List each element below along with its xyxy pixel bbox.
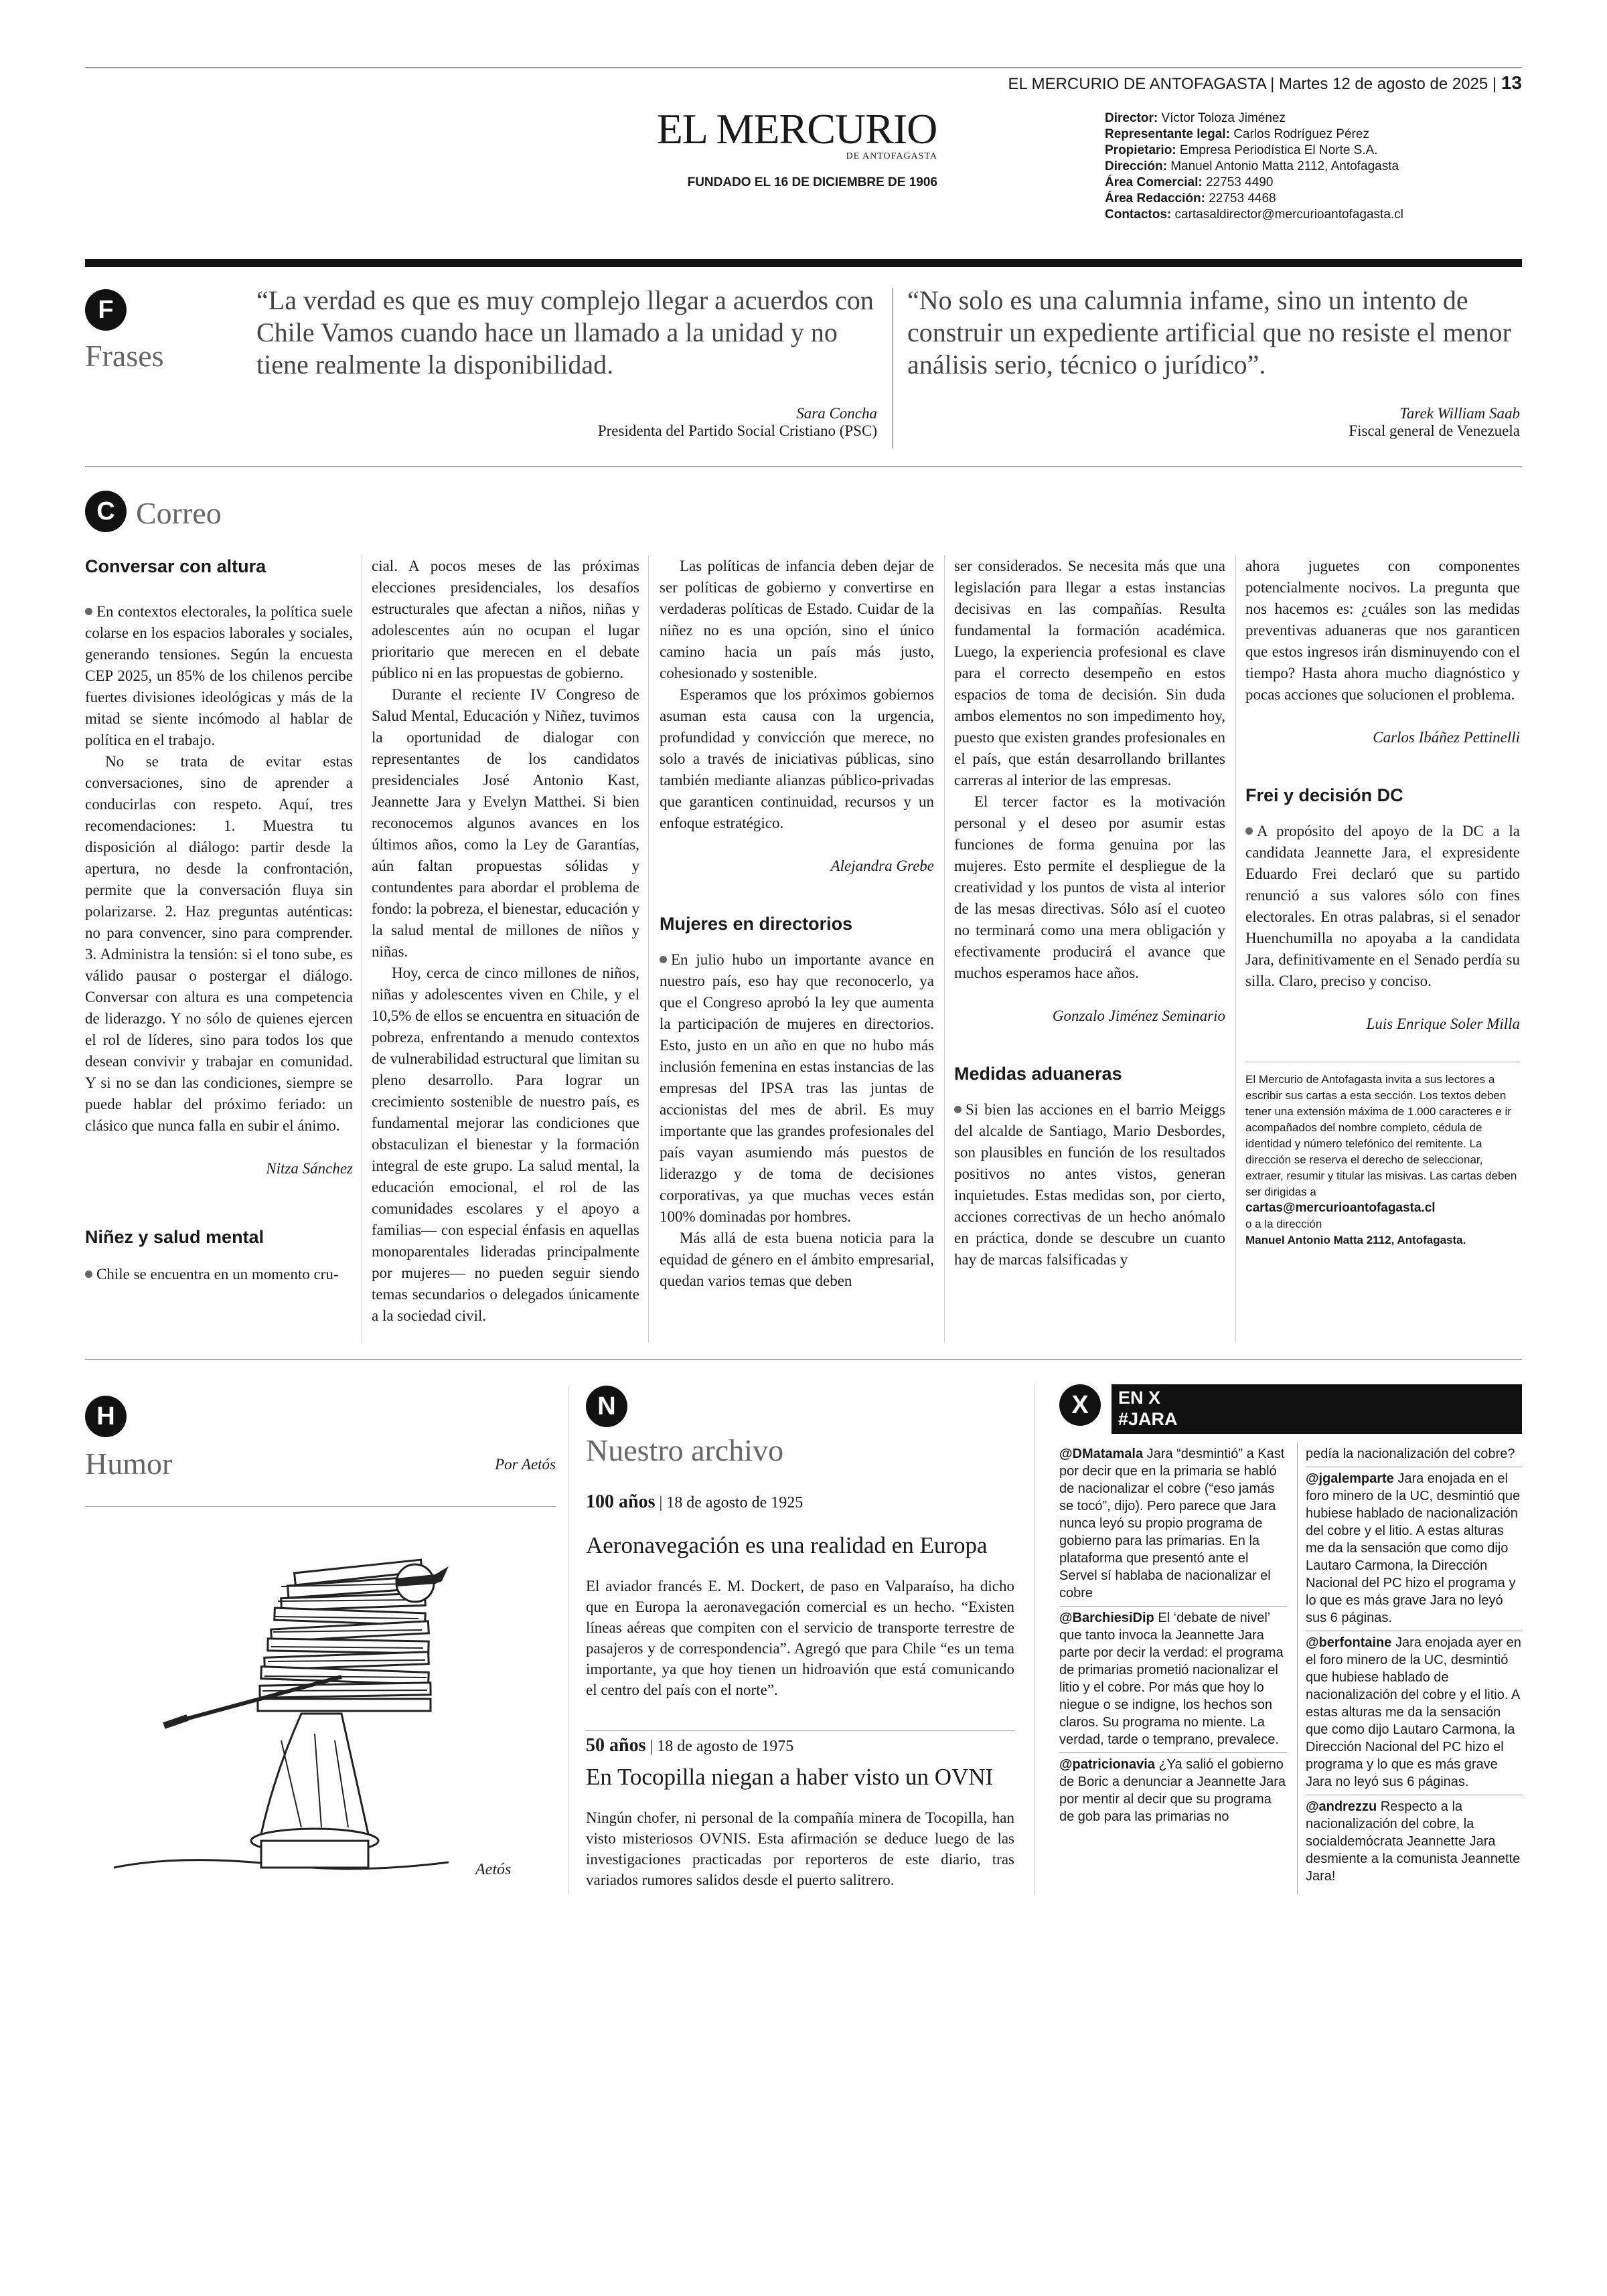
staff-newsroom: Área Redacción: 22753 4468 [1105, 191, 1276, 206]
humor-rule [85, 1506, 556, 1507]
quote-1-author: Sara Concha [796, 405, 877, 422]
correo-badge: C [85, 491, 127, 532]
frases-rule [85, 466, 1522, 467]
letter-heading-aduaneras: Medidas aduaneras [954, 1064, 1122, 1084]
x-label-2: #JARA [1118, 1409, 1178, 1429]
col-divider [944, 556, 945, 1342]
masthead [656, 107, 937, 162]
frases-title: Frases [85, 339, 164, 373]
letter-paragraph: En contextos electorales, la política suele colarse en los espacios laborales y sociales, generando tensiones. Según la encuesta CEP 2025, un 85% de los chilenos percibe fuertes divisiones ideológicas y más de la mitad se siente incómodo al hablar de política en el trabajo. [85, 603, 353, 748]
correo-col-3 [660, 556, 934, 1292]
letter-paragraph: Las políticas de infancia deben dejar de ser políticas de gobierno y convertirse en verdaderas políticas de Estado. Cuidar de la niñez no es una opción, sino el único camino hacia un país más justo, cohesionado y sostenible. [660, 558, 934, 681]
quote-1-role: Presidenta del Partido Social Cristiano (PSC) [597, 422, 877, 439]
correo-col-1 [85, 556, 353, 1285]
letter-paragraph: El tercer factor es la motivación personal y el deseo por asumir estas funciones de forma genuina por las mujeres. Esto permite el despliegue de la creatividad y los puntos de vista al interior de las mesas directivas. Sólo así el cuoteo no terminará como una mera obligación y efectivamente producirá el avance que muchos esperamos hace años. [954, 793, 1225, 981]
letter-signature: Nitza Sánchez [266, 1160, 353, 1177]
x-feed-col-2 [1306, 1443, 1522, 1889]
x-post-continuation: pedía la nacionalización del cobre? [1306, 1443, 1522, 1467]
x-post-user[interactable]: @patricionavia [1059, 1757, 1155, 1772]
quote-2-author: Tarek William Saab [1399, 405, 1520, 422]
staff-owner: Propietario: Empresa Periodística El Norte S.A. [1105, 143, 1378, 157]
archivo-item-2-body: Ningún chofer, ni personal de la compañía minera de Tocopilla, han visto misteriosos OVNIS. Esta afirmación se deduce luego de las investigaciones practicadas por reporteros de este diario, tras variados rumores salidos desde el puerto salitrero. [586, 1809, 1014, 1888]
letter-signature: Alejandra Grebe [830, 857, 934, 874]
archivo-item-2-headline: En Tocopilla niegan a haber visto un OVNI [586, 1764, 994, 1790]
col-divider [648, 556, 649, 1342]
letter-paragraph: Hoy, cerca de cinco millones de niños, niñas y adolescentes viven en Chile, y el 10,5% de ellos se encuentra en situación de pobreza, enfrentando a menudo contextos de vulnerabilidad estructural que limitan su pleno desarrollo. Para lograr un crecimiento sostenible de nuestro país, es fundamental mejorar las condiciones que obstaculizan el bienestar y la formación integral de este grupo. La salud mental, la educación emocional, el rol de las comunidades escolares y el apoyo a familias— con especial énfasis en aquellas monoparentales lideradas principalmente por mujeres— no pueden seguir siendo temas secundarios o delegados únicamente a la sociedad civil. [372, 965, 639, 1324]
letters-address: Manuel Antonio Matta 2112, Antofagasta. [1245, 1234, 1466, 1246]
frases-badge: F [85, 289, 127, 331]
x-col-divider [1297, 1443, 1298, 1894]
quote-divider [892, 288, 893, 448]
letter-signature: Carlos Ibáñez Pettinelli [1373, 729, 1520, 746]
masthead-subtitle: DE ANTOFAGASTA [846, 151, 937, 161]
correo-col-2 [372, 556, 639, 1327]
masthead-title: EL MERCURIO [656, 105, 937, 153]
archivo-item-1-body: El aviador francés E. M. Dockert, de paso en Valparaíso, ha dicho que en Europa la aeronavegación comercial es un hecho. “Existen líneas aéreas que compiten con el servicio de transporte terrestre de pasajeros y de correspondencia”. Agregó que para Chile “es un tema importante, ya que hoy tienen un hidroavión que está comunicando el centro del país con el norte”. [586, 1578, 1014, 1698]
staff-director: Director: Víctor Toloza Jiménez [1105, 111, 1286, 125]
x-post: @berfontaine Jara enojada ayer en el foro minero de la UC, desmintió que hubiese hablado de nacionalización del cobre y el litio. A estas alturas me da la sensación que como dijo Lautaro Carmona, la Dirección Nacional del PC hizo el programa y lo que es más grave Jara no leyó sus 6 páginas. [1306, 1631, 1522, 1795]
founded-line: FUNDADO EL 16 DE DICIEMBRE DE 1906 [687, 175, 937, 189]
staff-box [1105, 110, 1520, 223]
header-rule [85, 259, 1522, 267]
correo-col-4 [954, 556, 1225, 1270]
archivo-title: Nuestro archivo [586, 1433, 784, 1467]
letter-heading-conversar: Conversar con altura [85, 556, 266, 576]
archivo-badge: N [586, 1386, 627, 1427]
x-badge: X [1059, 1384, 1101, 1426]
page-number: 13 [1501, 72, 1522, 93]
letters-policy-note: El Mercurio de Antofagasta invita a sus lectores a escribir sus cartas a esta sección. Los textos deben tener una extensión máxima de 1.000 caracteres e ir acompañados del nombre completo, cédula de identidad y número telefónico del remitente. La dirección se reserva el derecho de seleccionar, extraer, resumir y titular las misivas. Las cartas deben ser dirigidas a cartas@mercurioantofagasta.cl o a la dirección Manuel Antonio Matta 2112, Antofagasta. [1245, 1062, 1520, 1248]
archivo-item-2-dateline: 50 años | 18 de agosto de 1975 [586, 1735, 794, 1756]
quote-2: “No solo es una calumnia infame, sino un intento de construir un expediente artificial que no resiste el menor análisis serio, técnico o jurídico”. [907, 285, 1511, 380]
letter-paragraph: No se trata de evitar estas conversaciones, sino de aprender a conducirlas con respeto. Aquí, tres recomendaciones: 1. Muestra tu disposición al diálogo: partir desde la apertura, no desde la confrontación, permite que la conversación fluya sin polarizarse. 2. Haz preguntas auténticas: no para convencer, sino para comprender. 3. Administra la tensión: si el tono sube, es válido pausar o postergar el diálogo. Conversar con altura es una competencia de liderazgo. Y no sólo de quienes ejercen el rol de líderes, sino para todos los que desean convivir y trabajar en comunidad. Y si no se dan las condiciones, siempre se puede hablar del próximo feriado: un clásico que nunca falla en subir el ánimo. [85, 753, 353, 1134]
letter-signature: Gonzalo Jiménez Seminario [1052, 1007, 1225, 1024]
staff-legal: Representante legal: Carlos Rodríguez Pérez [1105, 127, 1369, 141]
letter-paragraph: ser considerados. Se necesita más que una legislación para llegar a estas instancias decisivas en las compañías. Resulta fundamental la formación académica. Luego, la experiencia profesional es clave para el correcto desempeño en estos espacios de toma de decisión. Sin duda ambos elementos no son impedimento hoy, puesto que existen grandes profesionales en el país, que están desarrollando brillantes carreras al interior de las empresas. [954, 558, 1225, 789]
letter-paragraph: Si bien las acciones en el barrio Meiggs del alcalde de Santiago, Mario Desbordes, son plausibles en función de los resultados positivos no antes vistos, generan inquietudes. Estas medidas son, por cierto, acciones correctivas de un hecho anómalo en práctica, donde se descubre un cuanto hay de marcas falsificadas y [954, 1101, 1225, 1268]
letter-paragraph: ahora juguetes con componentes potencialmente nocivos. La pregunta que nos hacemos es: ¿cuáles son las medidas preventivas aduaneras que nos garanticen que estos ingresos irán disminuyendo con el tiempo? Hasta ahora mucho diagnóstico y pocas acciones que solucionen el problema. [1245, 558, 1520, 703]
archivo-item-1-dateline: 100 años | 18 de agosto de 1925 [586, 1491, 804, 1512]
letter-paragraph: cial. A pocos meses de las próximas elecciones presidenciales, los desafíos estructurales que afectan a niños, niñas y adolescentes aún no ocupan el lugar prioritario que merecen en el debate público ni en las propuestas de gobierno. [372, 558, 639, 681]
x-post: @DMatamala Jara “desmintió” a Kast por decir que en la primaria se habló de nacionalizar el cobre (“eso jamás se tocó”, dijo). Pero parece que Jara nunca leyó su propio programa de gobierno para las primarias. En la plataforma que presentó ante el Servel sí hablaba de nacionalizar el cobre [1059, 1443, 1287, 1607]
staff-commercial: Área Comercial: 22753 4490 [1105, 175, 1274, 189]
letter-paragraph: Esperamos que los próximos gobiernos asuman esta causa con la urgencia, profundidad y convicción que merece, no solo a través de iniciativas públicas, sino también mediante alianzas público-privadas que garanticen continuidad, recursos y un enfoque estratégico. [660, 686, 934, 831]
letters-email[interactable]: cartas@mercurioantofagasta.cl [1245, 1201, 1436, 1215]
archivo-item-1-headline: Aeronavegación es una realidad en Europa [586, 1532, 988, 1558]
running-head-date: Martes 12 de agosto de 2025 [1279, 75, 1488, 93]
letter-paragraph: Más allá de esta buena noticia para la equidad de género en el ámbito empresarial, quedan varios temas que deben [660, 1230, 934, 1289]
letter-heading-ninez: Niñez y salud mental [85, 1227, 264, 1247]
letter-heading-mujeres: Mujeres en directorios [660, 914, 853, 934]
archivo-item-1 [586, 1491, 1014, 1700]
letter-heading-frei: Frei y decisión DC [1245, 785, 1403, 805]
running-head-paper: EL MERCURIO DE ANTOFAGASTA [1008, 75, 1266, 93]
quote-2-role: Fiscal general de Venezuela [1349, 422, 1520, 439]
x-post: @patricionavia ¿Ya salió el gobierno de Boric a denunciar a Jeannette Jara por mentir al decir que su programa de gob para las primarias no [1059, 1757, 1286, 1824]
quote-1-attribution [469, 405, 877, 440]
x-post-user[interactable]: @jgalemparte [1306, 1471, 1394, 1486]
letter-paragraph: En julio hubo un importante avance en nuestro país, eso hay que reconocerlo, ya que el Congreso aprobó la ley que aumenta la participación de mujeres en directorios. Esto, justo en un año en que no hubo más inclusión femenina en estas instancias de las empresas del IPSA tras las juntas de accionistas del mes de abril. Es muy importante que las grandes profesionales del país vayan asumiendo más puestos de liderazgo y de toma de decisiones corporativas, ya que muchas veces están 100% dominadas por hombres. [660, 951, 934, 1225]
staff-address: Dirección: Manuel Antonio Matta 2112, Antofagasta [1105, 159, 1399, 173]
correo-title: Correo [136, 496, 222, 530]
staff-contacts: Contactos: cartasaldirector@mercurioantofagasta.cl [1105, 208, 1403, 222]
x-post-user[interactable]: @BarchiesiDip [1059, 1611, 1154, 1625]
col-divider [1235, 556, 1236, 1342]
x-label-1: EN X [1118, 1388, 1161, 1408]
humor-badge: H [85, 1396, 127, 1437]
humor-cartoon [100, 1520, 556, 1894]
x-post: @BarchiesiDip El ‘debate de nivel’ que tanto invoca la Jeannette Jara parte por decir la verdad: el programa de primarias prometió nacionalizar el litio y el cobre. Por más que hoy lo niegue o se indigne, los hechos son claros. Su programa no miente. La verdad, tarde o temprano, prevalece. [1059, 1607, 1287, 1753]
x-post: @jgalemparte Jara enojada en el foro minero de la UC, desmintió que hubiese hablado de nacionalización del cobre y el litio. A estas alturas me da la sensación que como dijo Lautaro Carmona, la Dirección Nacional del PC hizo el programa y lo que es más grave Jara no leyó sus 6 páginas. [1306, 1467, 1522, 1631]
correo-col-5 [1245, 556, 1520, 1248]
x-post: @andrezzu Respecto a la nacionalización del cobre, la socialdemócrata Jeannette Jara desmiente a la comunista Jeannette Jara! [1306, 1799, 1521, 1884]
correo-rule [85, 1359, 1522, 1360]
letters-or: o a la dirección [1245, 1218, 1322, 1230]
x-post-user[interactable]: @DMatamala [1059, 1447, 1144, 1461]
quote-2-attribution [1112, 405, 1520, 440]
archivo-rule [586, 1730, 1014, 1731]
x-post-user[interactable]: @andrezzu [1306, 1799, 1377, 1814]
x-feed-col-1 [1059, 1443, 1287, 1829]
letter-paragraph: Chile se encuentra en un momento cru- [85, 1264, 353, 1285]
x-label-bar [1112, 1384, 1522, 1434]
running-head: EL MERCURIO DE ANTOFAGASTA | Martes 12 de agosto de 2025 | 13 [1008, 72, 1522, 93]
archivo-item-2 [586, 1735, 1014, 1890]
humor-cartoon-signature: Aetós [475, 1861, 512, 1878]
humor-title: Humor [85, 1447, 173, 1481]
letter-signature: Luis Enrique Soler Milla [1366, 1015, 1520, 1032]
quote-1: “La verdad es que es muy complejo llegar a acuerdos con Chile Vamos cuando hace un llamado a la unidad y no tiene realmente la disponibilidad. [256, 285, 874, 380]
letter-paragraph: A propósito del apoyo de la DC a la candidata Jeannette Jara, el expresidente Eduardo Frei declaró que su partido renunció a sus valores sólo con fines electorales. En otras palabras, si el senador Huenchumilla no apoyaba a la candidata Jara, definitivamente en el Senado perdía su silla. Claro, preciso y conciso. [1245, 823, 1520, 989]
humor-byline: Por Aetós [495, 1456, 556, 1473]
x-post-user[interactable]: @berfontaine [1306, 1635, 1392, 1650]
letter-paragraph: Durante el reciente IV Congreso de Salud Mental, Educación y Niñez, tuvimos la oportunidad de dialogar con representantes de los candidatos presidenciales José Antonio Kast, Jeannette Jara y Evelyn Matthei. Si bien reconocemos algunos avances en los últimos años, como la Ley de Garantías, aún faltan propuestas sólidas y contundentes para abordar el problema de fondo: la pobreza, el bienestar, educación y la salud mental de millones de niños y niñas. [372, 686, 639, 960]
